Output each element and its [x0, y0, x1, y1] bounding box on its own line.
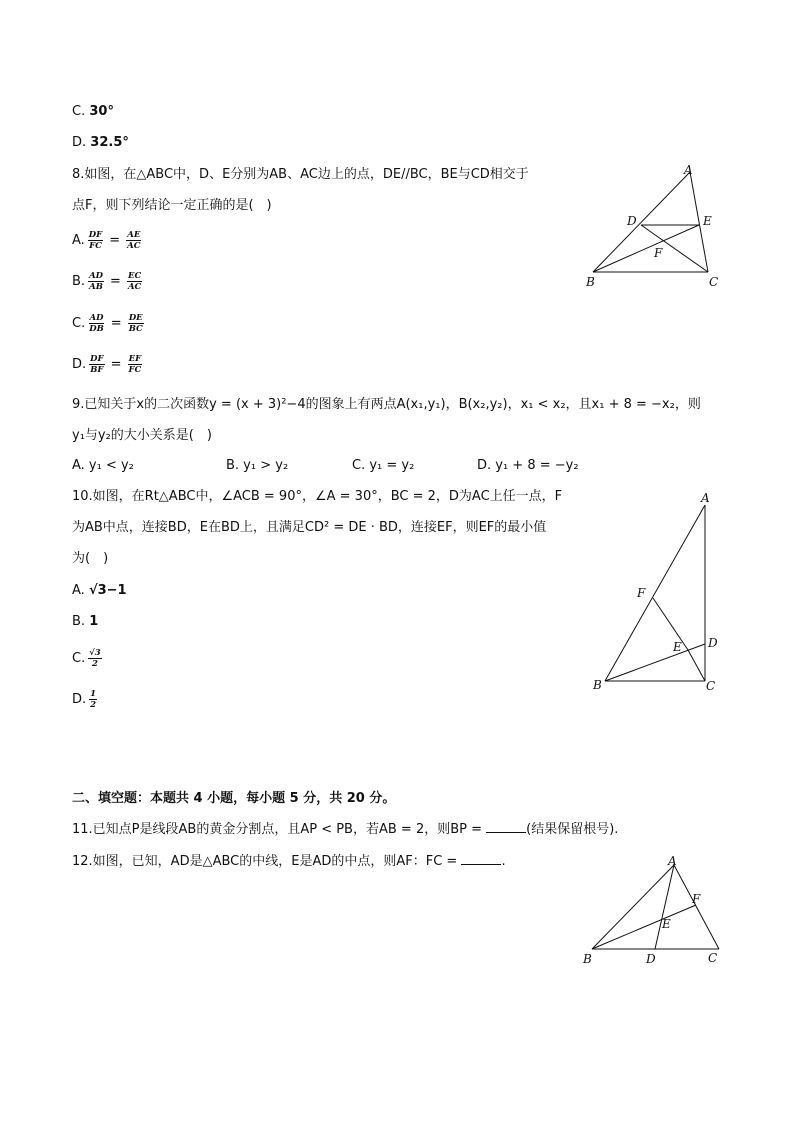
option-letter: C. — [72, 104, 86, 119]
q9-option-d: D. y₁ + 8 = −y₂ — [477, 458, 579, 473]
segment-fe — [653, 598, 688, 650]
segment-dc — [641, 225, 708, 272]
q12-triangle-figure — [578, 850, 728, 970]
q9-stem-line2: y₁与y₂的大小关系是( ) — [72, 428, 212, 443]
q8-option-c: C. $\frac{AD}{DB}$ = $\frac{DE}{BC}$ — [72, 313, 143, 334]
fraction: $\frac{AE}{AC}$ — [127, 230, 141, 251]
fraction: $\frac{1}{2}$ — [90, 689, 97, 710]
answer-blank[interactable] — [461, 852, 501, 865]
q8-stem-line1: 8.如图，在△ABC中，D、E分别为AB、AC边上的点，DE//BC，BE与CD相交于 — [72, 167, 529, 182]
q10-stem-line3: 为( ) — [72, 551, 109, 566]
segment-be — [593, 225, 699, 272]
segment-bd — [605, 644, 705, 681]
q10-stem-line2: 为AB中点，连接BD，E在BD上，且满足CD² = DE · BD，连接EF，则EF的最小值 — [72, 520, 547, 535]
label-b: B — [586, 275, 595, 289]
answer-blank[interactable] — [486, 820, 526, 833]
label-e: E — [673, 640, 682, 654]
q10-option-b: B. 1 — [72, 614, 99, 629]
label-e: E — [662, 917, 671, 931]
option-value: 32.5° — [90, 135, 129, 150]
label-e: E — [703, 214, 712, 228]
label-d: D — [708, 636, 718, 650]
q7-option-c — [72, 103, 114, 121]
q10-stem-line1: 10.如图，在Rt△ABC中，∠ACB = 90°，∠A = 30°，BC = 2，D为AC上任一点，F — [72, 489, 563, 504]
q8-option-a: A. $\frac{DF}{FC}$ = $\frac{AE}{AC}$ — [72, 230, 141, 251]
segment-ab — [593, 172, 690, 272]
q8-stem-line2: 点F，则下列结论一定正确的是( ) — [72, 198, 272, 213]
q10-option-a: A. √3−1 — [72, 583, 127, 598]
segment-ac — [674, 865, 719, 949]
label-a: A — [684, 163, 693, 177]
fraction: $\frac{AD}{AB}$ — [89, 271, 104, 292]
q10-option-d: D. $\frac{1}{2}$ — [72, 689, 97, 710]
q10-right-triangle-figure — [585, 488, 725, 698]
option-value: 30° — [89, 104, 114, 119]
label-a: A — [701, 491, 710, 505]
segment-bf — [592, 905, 696, 949]
label-d: D — [646, 952, 656, 966]
fraction: $\frac{DF}{BF}$ — [90, 354, 104, 375]
segment-ec — [688, 650, 705, 681]
label-d: D — [627, 214, 637, 228]
label-a: A — [668, 854, 677, 868]
q11-stem: 11.已知点P是线段AB的黄金分割点，且AP < PB，若AB = 2，则BP = (结果保留根号). — [72, 822, 619, 837]
q7-option-d — [72, 134, 129, 152]
label-f: F — [654, 246, 663, 260]
label-f: F — [692, 892, 701, 906]
fraction: $\frac{DF}{FC}$ — [88, 230, 103, 251]
q9-stem-line1: 9.已知关于x的二次函数y = (x + 3)²−4的图象上有两点A(x₁,y₁)，B(x₂,y₂)，x₁ < x₂，且x₁ + 8 = −x₂，则 — [72, 397, 701, 412]
segment-ad — [655, 865, 674, 949]
q12-stem: 12.如图，已知，AD是△ABC的中线，E是AD的中点，则AF：FC = . — [72, 854, 506, 869]
fraction: $\frac{EF}{FC}$ — [128, 354, 142, 375]
label-c: C — [706, 679, 716, 693]
fraction: $\frac{DE}{BC}$ — [128, 313, 143, 334]
q10-option-c: C. $\frac{√3}{2}$ — [72, 648, 101, 669]
label-b: B — [593, 678, 602, 692]
label-b: B — [583, 952, 592, 966]
q8-option-d: D. $\frac{DF}{BF}$ = $\frac{EF}{FC}$ — [72, 354, 142, 375]
q9-option-a: A. y₁ < y₂ — [72, 458, 134, 473]
label-f: F — [637, 586, 646, 600]
fraction: $\frac{AD}{DB}$ — [89, 313, 104, 334]
fraction: $\frac{√3}{2}$ — [89, 648, 101, 669]
fraction: $\frac{EC}{AC}$ — [127, 271, 142, 292]
option-letter: D. — [72, 135, 87, 150]
label-c: C — [708, 951, 718, 965]
q9-option-b: B. y₁ > y₂ — [226, 458, 289, 473]
segment-ab — [592, 865, 674, 949]
section-heading: 二、填空题：本题共 4 小题，每小题 5 分，共 20 分。 — [72, 791, 396, 806]
q8-triangle-figure — [580, 160, 730, 295]
q9-option-c: C. y₁ = y₂ — [352, 458, 415, 473]
label-c: C — [709, 275, 719, 289]
q8-option-b: B. $\frac{AD}{AB}$ = $\frac{EC}{AC}$ — [72, 271, 142, 292]
